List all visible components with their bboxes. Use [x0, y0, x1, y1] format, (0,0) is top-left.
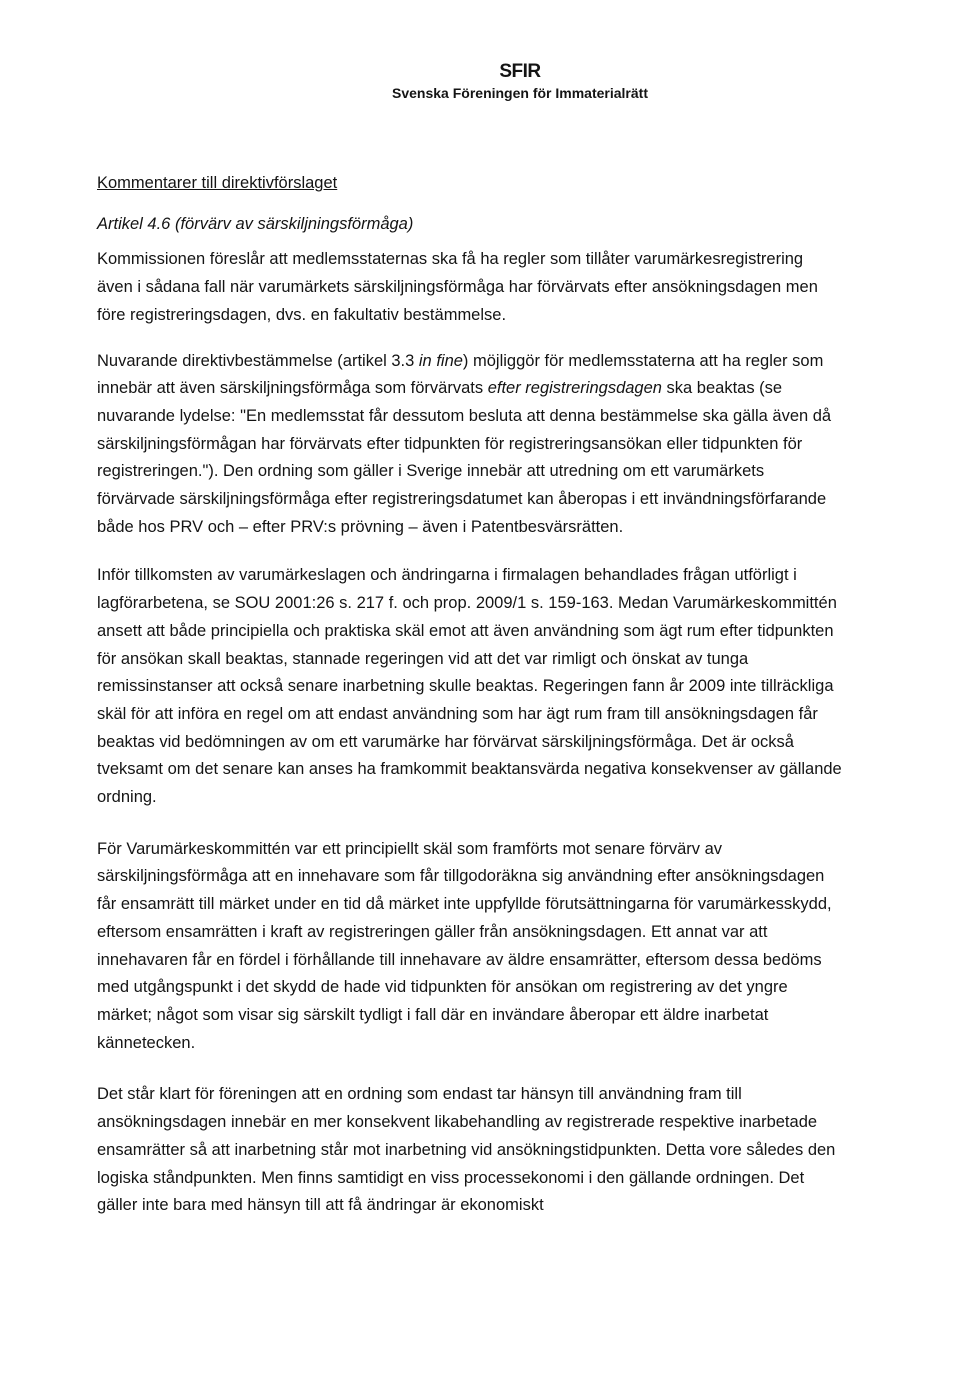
paragraph-association-view: Det står klart för föreningen att en ordning som endast tar hänsyn till användning fram till ansökningsdagen innebär en mer konsekvent likabehandling av registrerade respektive inarbetade ensamrätter så att inarbetning står mot inarbetning vid ansökningstidpunkten. Detta vore således den logiska ståndpunkten. Men finns samtidigt en viss processekonomi i den gällande ordningen. Det gäller inte bara med hänsyn till att få ändringar är ekonomiskt: [97, 1085, 836, 1215]
paragraph-committee-reasons: För Varumärkeskommittén var ett principiellt skäl som framförts mot senare förvärv av särskiljningsförmåga att en innehavare som får tillgodoräkna sig användning efter ansökningsdagen får ensamrätt till märket under en tid då märket inte uppfyllde förutsättningarna för varumärkesskydd, eftersom ensamrätten i kraft av registreringen gäller från ansökningsdagen. Ett annat var att innehavaren får en fördel i förhållande till innehavare av äldre ensamrätter, eftersom dessa bedöms med utgångspunkt i det skydd de hade vid tidpunkten för ansökan om registrering av det yngre märket; något som visar sig särskilt tydligt i fall där en invändare åberopar ett äldre inarbetat kännetecken.: [97, 839, 832, 1052]
paragraph-legislative-history: Inför tillkomsten av varumärkeslagen och ändringarna i firmalagen behandlades frågan utförligt i lagförarbetena, se SOU 2001:26 s. 217 f. och prop. 2009/1 s. 159-163. Medan Varumärkeskommittén ansett att både principiella och praktiska skäl emot att även användning som ägt rum efter tidpunkten för ansökan skall beaktas, stannade regeringen vid att det var rimligt och önskat av tunga remissinstanser att också senare inarbetning skulle beaktas. Regeringen fann år 2009 inte tillräckliga skäl för att införa en regel om att endast användning som har ägt rum fram till ansökningsdagen får beaktas vid bedömningen av om ett varumärke har förvärvat särskiljningsförmåga. Det är också tveksamt om det senare kan anses ha framkommit beaktansvärda negativa konsekvenser av gällande ordning.: [97, 566, 842, 807]
article-title: Artikel 4.6 (förvärv av särskiljningsförmåga): [97, 214, 414, 233]
paragraph-commission-proposal: Kommissionen föreslår att medlemsstaternas ska få ha regler som tillåter varumärkesregistrering även i sådana fall när varumärkets särskiljningsförmåga har förvärvats efter ansökningsdagen men före registreringsdagen, dvs. en fakultativ bestämmelse.: [97, 250, 818, 324]
paragraph-text: ska beaktas (se nuvarande lydelse: "En medlemsstat får dessutom besluta att denna bestämmelse ska gälla även då särskiljningsförmågan har förvärvats efter tidpunkten för registreringsansökan eller tidpunkten för registreringen."). Den ordning som gäller i Sverige innebär att utredning om ett varumärkets förvärvade särskiljningsförmåga efter registreringsdatumet kan åberopas i ett invändningsförfarande både hos PRV och – efter PRV:s prövning – även i Patentbesvärsrätten.: [97, 379, 832, 536]
paragraph-current-provision: [97, 348, 842, 542]
organization-name: Svenska Föreningen för Immaterialrätt: [392, 85, 648, 101]
section-heading: Kommentarer till direktivförslaget: [97, 174, 338, 192]
document-body: [97, 170, 842, 1220]
paragraph-text: ) möjliggör för medlemsstaterna att ha regler som innebär att även särskiljningsförmåga som förvärvats: [97, 351, 824, 398]
organization-acronym: SFIR: [499, 61, 541, 82]
emphasis-after-registration: efter registreringsdagen: [487, 379, 662, 398]
emphasis-in-fine: in fine: [418, 351, 463, 370]
letterhead: [0, 60, 960, 102]
paragraph-text: Nuvarande direktivbestämmelse (artikel 3.3: [97, 351, 419, 370]
